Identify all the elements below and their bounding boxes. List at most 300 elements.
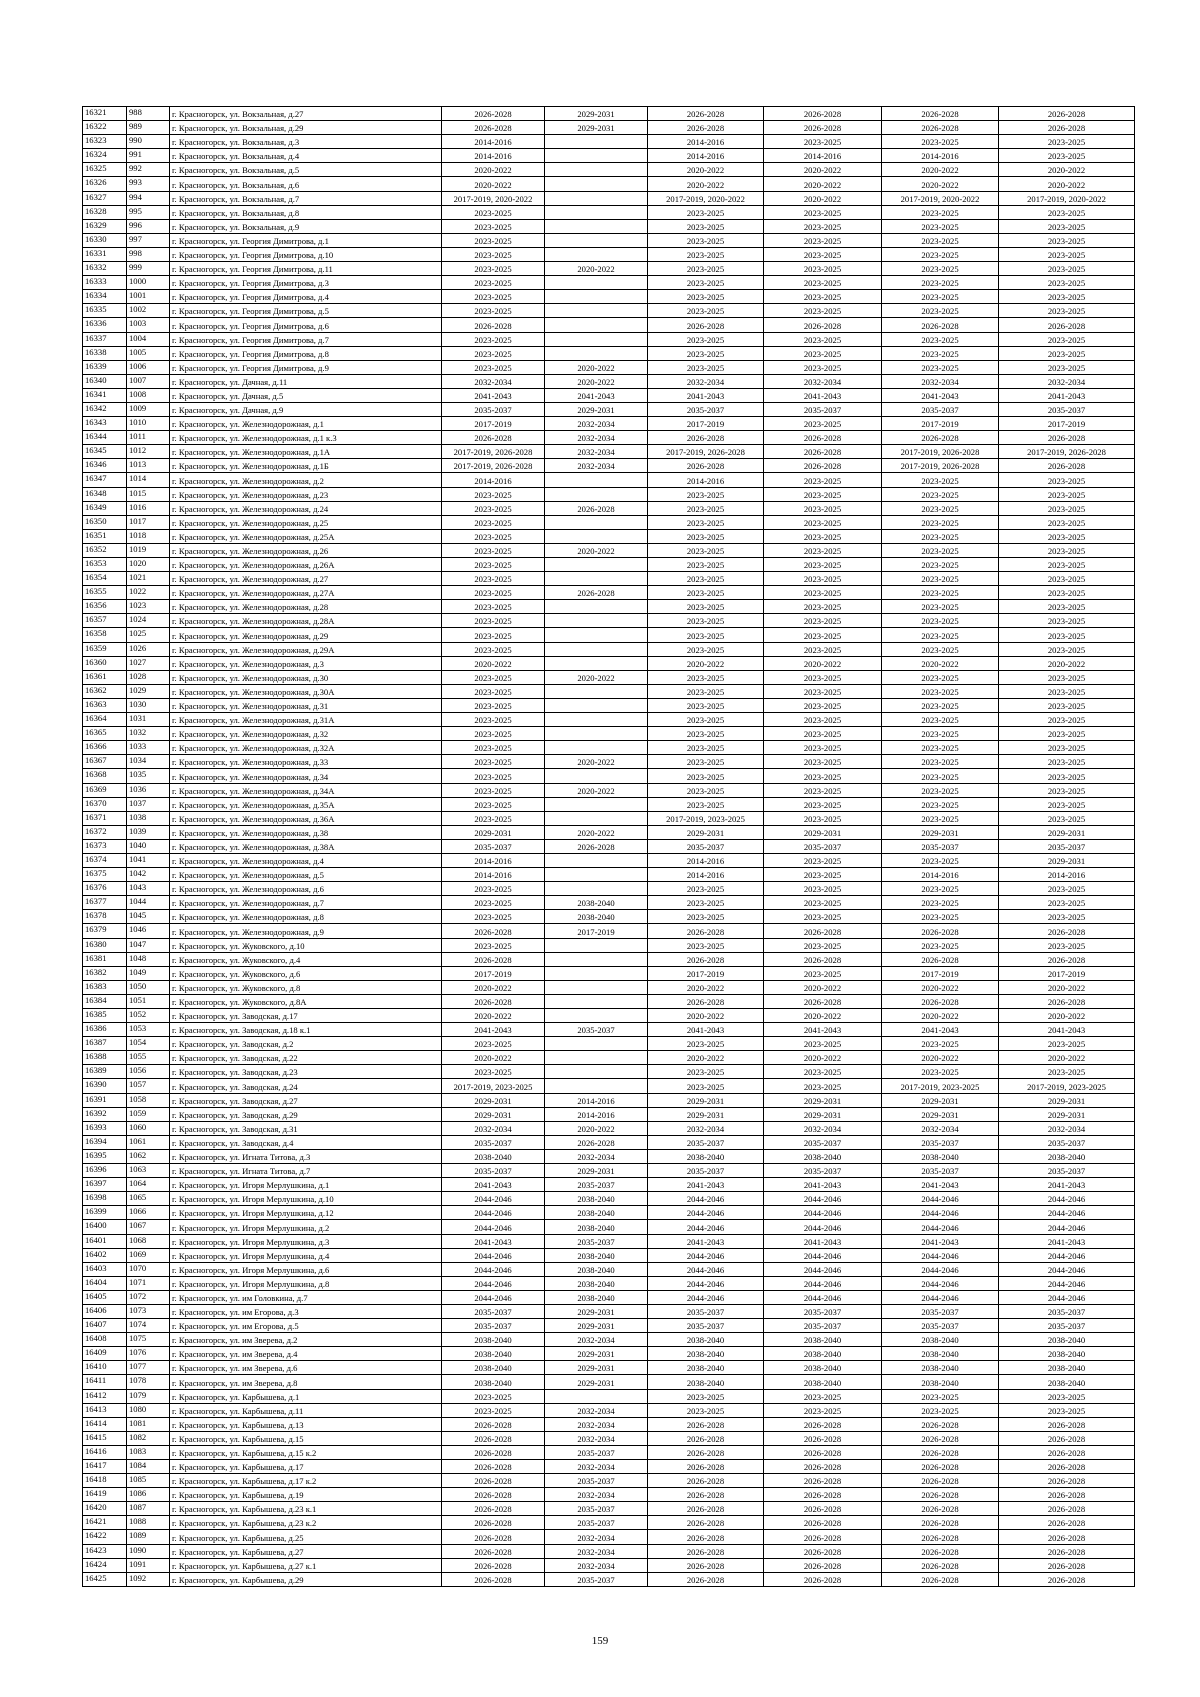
period-cell-1: 2029-2031 bbox=[442, 825, 545, 839]
table-row bbox=[83, 276, 1135, 290]
period-cell-3: 2026-2028 bbox=[648, 1445, 764, 1459]
table-row bbox=[83, 1037, 1135, 1051]
period-cell-6: 2041-2043 bbox=[999, 388, 1135, 402]
row-number-cell: 16389 bbox=[83, 1065, 127, 1079]
period-cell-6: 2023-2025 bbox=[999, 360, 1135, 374]
item-number-cell: 988 bbox=[127, 107, 170, 121]
table-row bbox=[83, 966, 1135, 980]
period-cell-5: 2026-2028 bbox=[882, 1445, 999, 1459]
period-cell-1: 2023-2025 bbox=[442, 205, 545, 219]
item-number-cell: 1063 bbox=[127, 1164, 170, 1178]
period-cell-4: 2026-2028 bbox=[764, 1530, 882, 1544]
item-number-cell: 1085 bbox=[127, 1474, 170, 1488]
period-cell-2: 2035-2037 bbox=[545, 1234, 648, 1248]
period-cell-1: 2026-2028 bbox=[442, 1474, 545, 1488]
period-cell-2: 2032-2034 bbox=[545, 1149, 648, 1163]
period-cell-4: 2026-2028 bbox=[764, 1558, 882, 1572]
row-number-cell: 16409 bbox=[83, 1347, 127, 1361]
address-cell: г. Красногорск, ул. им Головкина, д.7 bbox=[170, 1290, 442, 1304]
period-cell-4: 2026-2028 bbox=[764, 318, 882, 332]
period-cell-3: 2023-2025 bbox=[648, 247, 764, 261]
period-cell-5: 2026-2028 bbox=[882, 1417, 999, 1431]
period-cell-1: 2023-2025 bbox=[442, 529, 545, 543]
item-number-cell: 995 bbox=[127, 205, 170, 219]
row-number-cell: 16347 bbox=[83, 473, 127, 487]
address-cell: г. Красногорск, ул. Георгия Димитрова, д.5 bbox=[170, 304, 442, 318]
address-cell: г. Красногорск, ул. Карбышева, д.11 bbox=[170, 1403, 442, 1417]
period-cell-4: 2044-2046 bbox=[764, 1276, 882, 1290]
period-cell-2 bbox=[545, 980, 648, 994]
period-cell-3: 2014-2016 bbox=[648, 868, 764, 882]
period-cell-2: 2032-2034 bbox=[545, 1403, 648, 1417]
period-cell-5: 2020-2022 bbox=[882, 177, 999, 191]
period-cell-2 bbox=[545, 628, 648, 642]
item-number-cell: 1045 bbox=[127, 910, 170, 924]
period-cell-6: 2029-2031 bbox=[999, 853, 1135, 867]
period-cell-6: 2023-2025 bbox=[999, 515, 1135, 529]
address-cell: г. Красногорск, ул. Железнодорожная, д.27 bbox=[170, 572, 442, 586]
period-cell-2 bbox=[545, 713, 648, 727]
period-cell-2: 2035-2037 bbox=[545, 1502, 648, 1516]
address-cell: г. Красногорск, ул. Заводская, д.27 bbox=[170, 1093, 442, 1107]
period-cell-1: 2023-2025 bbox=[442, 727, 545, 741]
period-cell-5: 2023-2025 bbox=[882, 262, 999, 276]
row-number-cell: 16361 bbox=[83, 670, 127, 684]
period-cell-1: 2020-2022 bbox=[442, 980, 545, 994]
period-cell-6: 2023-2025 bbox=[999, 670, 1135, 684]
period-cell-6: 2026-2028 bbox=[999, 1558, 1135, 1572]
period-cell-3: 2020-2022 bbox=[648, 656, 764, 670]
table-row bbox=[83, 1164, 1135, 1178]
table-row bbox=[83, 656, 1135, 670]
row-number-cell: 16425 bbox=[83, 1572, 127, 1586]
period-cell-2: 2026-2028 bbox=[545, 586, 648, 600]
period-cell-2 bbox=[545, 163, 648, 177]
period-cell-1: 2038-2040 bbox=[442, 1347, 545, 1361]
address-cell: г. Красногорск, ул. Карбышева, д.15 bbox=[170, 1431, 442, 1445]
period-cell-4: 2023-2025 bbox=[764, 713, 882, 727]
address-cell: г. Красногорск, ул. Карбышева, д.15 к.2 bbox=[170, 1445, 442, 1459]
item-number-cell: 999 bbox=[127, 262, 170, 276]
period-cell-4: 2026-2028 bbox=[764, 952, 882, 966]
table-row bbox=[83, 868, 1135, 882]
period-cell-3: 2017-2019 bbox=[648, 417, 764, 431]
item-number-cell: 1081 bbox=[127, 1417, 170, 1431]
period-cell-4: 2023-2025 bbox=[764, 572, 882, 586]
period-cell-3: 2029-2031 bbox=[648, 1093, 764, 1107]
period-cell-3: 2023-2025 bbox=[648, 586, 764, 600]
period-cell-1: 2023-2025 bbox=[442, 741, 545, 755]
period-cell-4: 2023-2025 bbox=[764, 247, 882, 261]
row-number-cell: 16373 bbox=[83, 839, 127, 853]
period-cell-2: 2020-2022 bbox=[545, 543, 648, 557]
period-cell-3: 2038-2040 bbox=[648, 1375, 764, 1389]
item-number-cell: 1043 bbox=[127, 882, 170, 896]
period-cell-1: 2023-2025 bbox=[442, 783, 545, 797]
period-cell-4: 2023-2025 bbox=[764, 797, 882, 811]
period-cell-5: 2026-2028 bbox=[882, 318, 999, 332]
period-cell-2: 2038-2040 bbox=[545, 910, 648, 924]
period-cell-4: 2026-2028 bbox=[764, 445, 882, 459]
item-number-cell: 1014 bbox=[127, 473, 170, 487]
period-cell-2: 2035-2037 bbox=[545, 1474, 648, 1488]
period-cell-1: 2035-2037 bbox=[442, 402, 545, 416]
period-cell-6: 2023-2025 bbox=[999, 684, 1135, 698]
row-number-cell: 16351 bbox=[83, 529, 127, 543]
period-cell-6: 2020-2022 bbox=[999, 177, 1135, 191]
period-cell-2: 2029-2031 bbox=[545, 1347, 648, 1361]
period-cell-4: 2026-2028 bbox=[764, 1445, 882, 1459]
period-cell-2: 2032-2034 bbox=[545, 1530, 648, 1544]
item-number-cell: 1029 bbox=[127, 684, 170, 698]
period-cell-1: 2032-2034 bbox=[442, 374, 545, 388]
period-cell-5: 2023-2025 bbox=[882, 1065, 999, 1079]
row-number-cell: 16418 bbox=[83, 1474, 127, 1488]
period-cell-1: 2023-2025 bbox=[442, 896, 545, 910]
period-cell-1: 2026-2028 bbox=[442, 1558, 545, 1572]
period-cell-6: 2023-2025 bbox=[999, 473, 1135, 487]
item-number-cell: 1023 bbox=[127, 600, 170, 614]
address-cell: г. Красногорск, ул. Железнодорожная, д.38 bbox=[170, 825, 442, 839]
table-row bbox=[83, 177, 1135, 191]
row-number-cell: 16396 bbox=[83, 1164, 127, 1178]
period-cell-6: 2023-2025 bbox=[999, 205, 1135, 219]
item-number-cell: 1012 bbox=[127, 445, 170, 459]
item-number-cell: 1026 bbox=[127, 642, 170, 656]
period-cell-4: 2035-2037 bbox=[764, 1135, 882, 1149]
item-number-cell: 997 bbox=[127, 233, 170, 247]
period-cell-2: 2038-2040 bbox=[545, 1276, 648, 1290]
table-row bbox=[83, 1488, 1135, 1502]
item-number-cell: 1017 bbox=[127, 515, 170, 529]
period-cell-3: 2023-2025 bbox=[648, 219, 764, 233]
row-number-cell: 16416 bbox=[83, 1445, 127, 1459]
item-number-cell: 990 bbox=[127, 135, 170, 149]
row-number-cell: 16405 bbox=[83, 1290, 127, 1304]
period-cell-4: 2026-2028 bbox=[764, 1431, 882, 1445]
table-row bbox=[83, 107, 1135, 121]
period-cell-1: 2017-2019, 2020-2022 bbox=[442, 191, 545, 205]
period-cell-2 bbox=[545, 811, 648, 825]
period-cell-6: 2026-2028 bbox=[999, 1488, 1135, 1502]
period-cell-3: 2026-2028 bbox=[648, 1502, 764, 1516]
address-cell: г. Красногорск, ул. Карбышева, д.23 к.2 bbox=[170, 1516, 442, 1530]
period-cell-6: 2017-2019 bbox=[999, 417, 1135, 431]
row-number-cell: 16338 bbox=[83, 346, 127, 360]
period-cell-3: 2014-2016 bbox=[648, 149, 764, 163]
period-cell-5: 2026-2028 bbox=[882, 1530, 999, 1544]
item-number-cell: 991 bbox=[127, 149, 170, 163]
period-cell-4: 2020-2022 bbox=[764, 191, 882, 205]
period-cell-1: 2020-2022 bbox=[442, 163, 545, 177]
item-number-cell: 1024 bbox=[127, 614, 170, 628]
period-cell-2 bbox=[545, 614, 648, 628]
period-cell-1: 2035-2037 bbox=[442, 1319, 545, 1333]
period-cell-3: 2044-2046 bbox=[648, 1192, 764, 1206]
period-cell-6: 2026-2028 bbox=[999, 1431, 1135, 1445]
period-cell-3: 2041-2043 bbox=[648, 1178, 764, 1192]
row-number-cell: 16392 bbox=[83, 1107, 127, 1121]
table-row bbox=[83, 994, 1135, 1008]
period-cell-2 bbox=[545, 656, 648, 670]
period-cell-6: 2044-2046 bbox=[999, 1290, 1135, 1304]
period-cell-1: 2014-2016 bbox=[442, 473, 545, 487]
period-cell-3: 2038-2040 bbox=[648, 1361, 764, 1375]
period-cell-5: 2020-2022 bbox=[882, 980, 999, 994]
period-cell-1: 2044-2046 bbox=[442, 1220, 545, 1234]
row-number-cell: 16324 bbox=[83, 149, 127, 163]
period-cell-3: 2023-2025 bbox=[648, 628, 764, 642]
item-number-cell: 1062 bbox=[127, 1149, 170, 1163]
item-number-cell: 1000 bbox=[127, 276, 170, 290]
period-cell-6: 2026-2028 bbox=[999, 431, 1135, 445]
period-cell-5: 2044-2046 bbox=[882, 1192, 999, 1206]
period-cell-6: 2044-2046 bbox=[999, 1220, 1135, 1234]
row-number-cell: 16387 bbox=[83, 1037, 127, 1051]
period-cell-1: 2026-2028 bbox=[442, 1431, 545, 1445]
period-cell-5: 2029-2031 bbox=[882, 1107, 999, 1121]
period-cell-6: 2026-2028 bbox=[999, 1544, 1135, 1558]
period-cell-3: 2032-2034 bbox=[648, 1121, 764, 1135]
table-row bbox=[83, 1107, 1135, 1121]
period-cell-3: 2023-2025 bbox=[648, 713, 764, 727]
item-number-cell: 1065 bbox=[127, 1192, 170, 1206]
address-cell: г. Красногорск, ул. Георгия Димитрова, д.11 bbox=[170, 262, 442, 276]
period-cell-3: 2041-2043 bbox=[648, 1023, 764, 1037]
period-cell-5: 2023-2025 bbox=[882, 473, 999, 487]
period-cell-5: 2026-2028 bbox=[882, 1488, 999, 1502]
period-cell-6: 2041-2043 bbox=[999, 1023, 1135, 1037]
period-cell-4: 2014-2016 bbox=[764, 149, 882, 163]
row-number-cell: 16331 bbox=[83, 247, 127, 261]
period-cell-4: 2023-2025 bbox=[764, 853, 882, 867]
table-row bbox=[83, 219, 1135, 233]
period-cell-3: 2026-2028 bbox=[648, 107, 764, 121]
period-cell-4: 2032-2034 bbox=[764, 374, 882, 388]
address-cell: г. Красногорск, ул. Железнодорожная, д.38А bbox=[170, 839, 442, 853]
period-cell-3: 2017-2019, 2026-2028 bbox=[648, 445, 764, 459]
table-row bbox=[83, 233, 1135, 247]
item-number-cell: 1038 bbox=[127, 811, 170, 825]
period-cell-1: 2026-2028 bbox=[442, 107, 545, 121]
period-cell-6: 2032-2034 bbox=[999, 374, 1135, 388]
period-cell-3: 2044-2046 bbox=[648, 1220, 764, 1234]
item-number-cell: 1025 bbox=[127, 628, 170, 642]
period-cell-1: 2041-2043 bbox=[442, 1234, 545, 1248]
row-number-cell: 16420 bbox=[83, 1502, 127, 1516]
period-cell-6: 2044-2046 bbox=[999, 1262, 1135, 1276]
period-cell-5: 2023-2025 bbox=[882, 558, 999, 572]
period-cell-5: 2023-2025 bbox=[882, 853, 999, 867]
period-cell-2: 2038-2040 bbox=[545, 896, 648, 910]
row-number-cell: 16353 bbox=[83, 558, 127, 572]
period-cell-3: 2020-2022 bbox=[648, 1051, 764, 1065]
period-cell-3: 2023-2025 bbox=[648, 670, 764, 684]
item-number-cell: 1061 bbox=[127, 1135, 170, 1149]
period-cell-5: 2044-2046 bbox=[882, 1290, 999, 1304]
period-cell-2: 2038-2040 bbox=[545, 1192, 648, 1206]
period-cell-1: 2023-2025 bbox=[442, 628, 545, 642]
period-cell-3: 2026-2028 bbox=[648, 459, 764, 473]
item-number-cell: 1006 bbox=[127, 360, 170, 374]
address-cell: г. Красногорск, ул. Железнодорожная, д.9 bbox=[170, 924, 442, 938]
address-cell: г. Красногорск, ул. Игоря Мерлушкина, д.4 bbox=[170, 1248, 442, 1262]
period-cell-6: 2041-2043 bbox=[999, 1178, 1135, 1192]
row-number-cell: 16398 bbox=[83, 1192, 127, 1206]
period-cell-3: 2023-2025 bbox=[648, 684, 764, 698]
period-cell-6: 2023-2025 bbox=[999, 332, 1135, 346]
row-number-cell: 16379 bbox=[83, 924, 127, 938]
period-cell-6: 2023-2025 bbox=[999, 896, 1135, 910]
period-cell-1: 2032-2034 bbox=[442, 1121, 545, 1135]
period-cell-5: 2041-2043 bbox=[882, 388, 999, 402]
period-cell-2 bbox=[545, 797, 648, 811]
table-row bbox=[83, 360, 1135, 374]
period-cell-4: 2023-2025 bbox=[764, 346, 882, 360]
period-cell-4: 2041-2043 bbox=[764, 388, 882, 402]
period-cell-2: 2029-2031 bbox=[545, 107, 648, 121]
row-number-cell: 16369 bbox=[83, 783, 127, 797]
item-number-cell: 1091 bbox=[127, 1558, 170, 1572]
table-row bbox=[83, 515, 1135, 529]
address-cell: г. Красногорск, ул. Железнодорожная, д.1 bbox=[170, 417, 442, 431]
row-number-cell: 16344 bbox=[83, 431, 127, 445]
table-row bbox=[83, 1065, 1135, 1079]
item-number-cell: 1021 bbox=[127, 572, 170, 586]
period-cell-5: 2017-2019 bbox=[882, 417, 999, 431]
address-cell: г. Красногорск, ул. Железнодорожная, д.4 bbox=[170, 853, 442, 867]
item-number-cell: 1048 bbox=[127, 952, 170, 966]
period-cell-2 bbox=[545, 135, 648, 149]
table-row bbox=[83, 755, 1135, 769]
period-cell-5: 2023-2025 bbox=[882, 135, 999, 149]
period-cell-5: 2023-2025 bbox=[882, 360, 999, 374]
item-number-cell: 1054 bbox=[127, 1037, 170, 1051]
period-cell-1: 2023-2025 bbox=[442, 684, 545, 698]
table-row bbox=[83, 1460, 1135, 1474]
address-cell: г. Красногорск, ул. Вокзальная, д.3 bbox=[170, 135, 442, 149]
table-row bbox=[83, 1544, 1135, 1558]
period-cell-5: 2038-2040 bbox=[882, 1333, 999, 1347]
period-cell-2: 2020-2022 bbox=[545, 360, 648, 374]
period-cell-1: 2023-2025 bbox=[442, 332, 545, 346]
table-row bbox=[83, 783, 1135, 797]
row-number-cell: 16370 bbox=[83, 797, 127, 811]
row-number-cell: 16419 bbox=[83, 1488, 127, 1502]
period-cell-5: 2023-2025 bbox=[882, 938, 999, 952]
period-cell-5: 2026-2028 bbox=[882, 1431, 999, 1445]
period-cell-5: 2044-2046 bbox=[882, 1248, 999, 1262]
period-cell-5: 2023-2025 bbox=[882, 614, 999, 628]
period-cell-6: 2014-2016 bbox=[999, 868, 1135, 882]
period-cell-2 bbox=[545, 938, 648, 952]
item-number-cell: 1090 bbox=[127, 1544, 170, 1558]
table-row bbox=[83, 290, 1135, 304]
period-cell-5: 2044-2046 bbox=[882, 1262, 999, 1276]
period-cell-2 bbox=[545, 1389, 648, 1403]
item-number-cell: 1009 bbox=[127, 402, 170, 416]
period-cell-5: 2026-2028 bbox=[882, 1460, 999, 1474]
period-cell-3: 2020-2022 bbox=[648, 1009, 764, 1023]
period-cell-4: 2020-2022 bbox=[764, 1051, 882, 1065]
row-number-cell: 16346 bbox=[83, 459, 127, 473]
table-row bbox=[83, 670, 1135, 684]
period-cell-4: 2044-2046 bbox=[764, 1248, 882, 1262]
period-cell-2: 2026-2028 bbox=[545, 839, 648, 853]
row-number-cell: 16395 bbox=[83, 1149, 127, 1163]
item-number-cell: 1011 bbox=[127, 431, 170, 445]
address-cell: г. Красногорск, ул. Карбышева, д.17 к.2 bbox=[170, 1474, 442, 1488]
item-number-cell: 1056 bbox=[127, 1065, 170, 1079]
period-cell-1: 2023-2025 bbox=[442, 276, 545, 290]
row-number-cell: 16335 bbox=[83, 304, 127, 318]
period-cell-1: 2026-2028 bbox=[442, 318, 545, 332]
period-cell-1: 2023-2025 bbox=[442, 487, 545, 501]
item-number-cell: 996 bbox=[127, 219, 170, 233]
period-cell-6: 2026-2028 bbox=[999, 1417, 1135, 1431]
period-cell-2 bbox=[545, 219, 648, 233]
period-cell-1: 2035-2037 bbox=[442, 1304, 545, 1318]
period-cell-3: 2035-2037 bbox=[648, 839, 764, 853]
period-cell-2: 2038-2040 bbox=[545, 1206, 648, 1220]
period-cell-2: 2029-2031 bbox=[545, 402, 648, 416]
period-cell-4: 2026-2028 bbox=[764, 1544, 882, 1558]
address-cell: г. Красногорск, ул. Дачная, д.5 bbox=[170, 388, 442, 402]
period-cell-6: 2020-2022 bbox=[999, 1051, 1135, 1065]
period-cell-3: 2026-2028 bbox=[648, 1488, 764, 1502]
period-cell-6: 2035-2037 bbox=[999, 1164, 1135, 1178]
period-cell-1: 2038-2040 bbox=[442, 1149, 545, 1163]
table-row bbox=[83, 543, 1135, 557]
item-number-cell: 1027 bbox=[127, 656, 170, 670]
period-cell-5: 2023-2025 bbox=[882, 670, 999, 684]
address-cell: г. Красногорск, ул. им Егорова, д.5 bbox=[170, 1319, 442, 1333]
period-cell-4: 2026-2028 bbox=[764, 1516, 882, 1530]
period-cell-2: 2032-2034 bbox=[545, 459, 648, 473]
period-cell-2 bbox=[545, 332, 648, 346]
period-cell-5: 2023-2025 bbox=[882, 1403, 999, 1417]
table-row bbox=[83, 374, 1135, 388]
period-cell-3: 2023-2025 bbox=[648, 642, 764, 656]
address-cell: г. Красногорск, ул. им Зверева, д.2 bbox=[170, 1333, 442, 1347]
period-cell-5: 2023-2025 bbox=[882, 713, 999, 727]
period-cell-2: 2029-2031 bbox=[545, 1361, 648, 1375]
item-number-cell: 1044 bbox=[127, 896, 170, 910]
period-cell-2: 2038-2040 bbox=[545, 1248, 648, 1262]
period-cell-1: 2026-2028 bbox=[442, 924, 545, 938]
period-cell-5: 2023-2025 bbox=[882, 233, 999, 247]
period-cell-4: 2023-2025 bbox=[764, 769, 882, 783]
period-cell-5: 2026-2028 bbox=[882, 1558, 999, 1572]
row-number-cell: 16413 bbox=[83, 1403, 127, 1417]
table-row bbox=[83, 1530, 1135, 1544]
address-cell: г. Красногорск, ул. Железнодорожная, д.29 bbox=[170, 628, 442, 642]
period-cell-3: 2026-2028 bbox=[648, 994, 764, 1008]
item-number-cell: 1049 bbox=[127, 966, 170, 980]
table-row bbox=[83, 698, 1135, 712]
row-number-cell: 16411 bbox=[83, 1375, 127, 1389]
row-number-cell: 16384 bbox=[83, 994, 127, 1008]
period-cell-4: 2023-2025 bbox=[764, 741, 882, 755]
row-number-cell: 16352 bbox=[83, 543, 127, 557]
period-cell-6: 2023-2025 bbox=[999, 727, 1135, 741]
period-cell-5: 2041-2043 bbox=[882, 1178, 999, 1192]
period-cell-5: 2023-2025 bbox=[882, 755, 999, 769]
table-row bbox=[83, 121, 1135, 135]
period-cell-3: 2023-2025 bbox=[648, 262, 764, 276]
period-cell-5: 2023-2025 bbox=[882, 572, 999, 586]
period-cell-5: 2023-2025 bbox=[882, 741, 999, 755]
